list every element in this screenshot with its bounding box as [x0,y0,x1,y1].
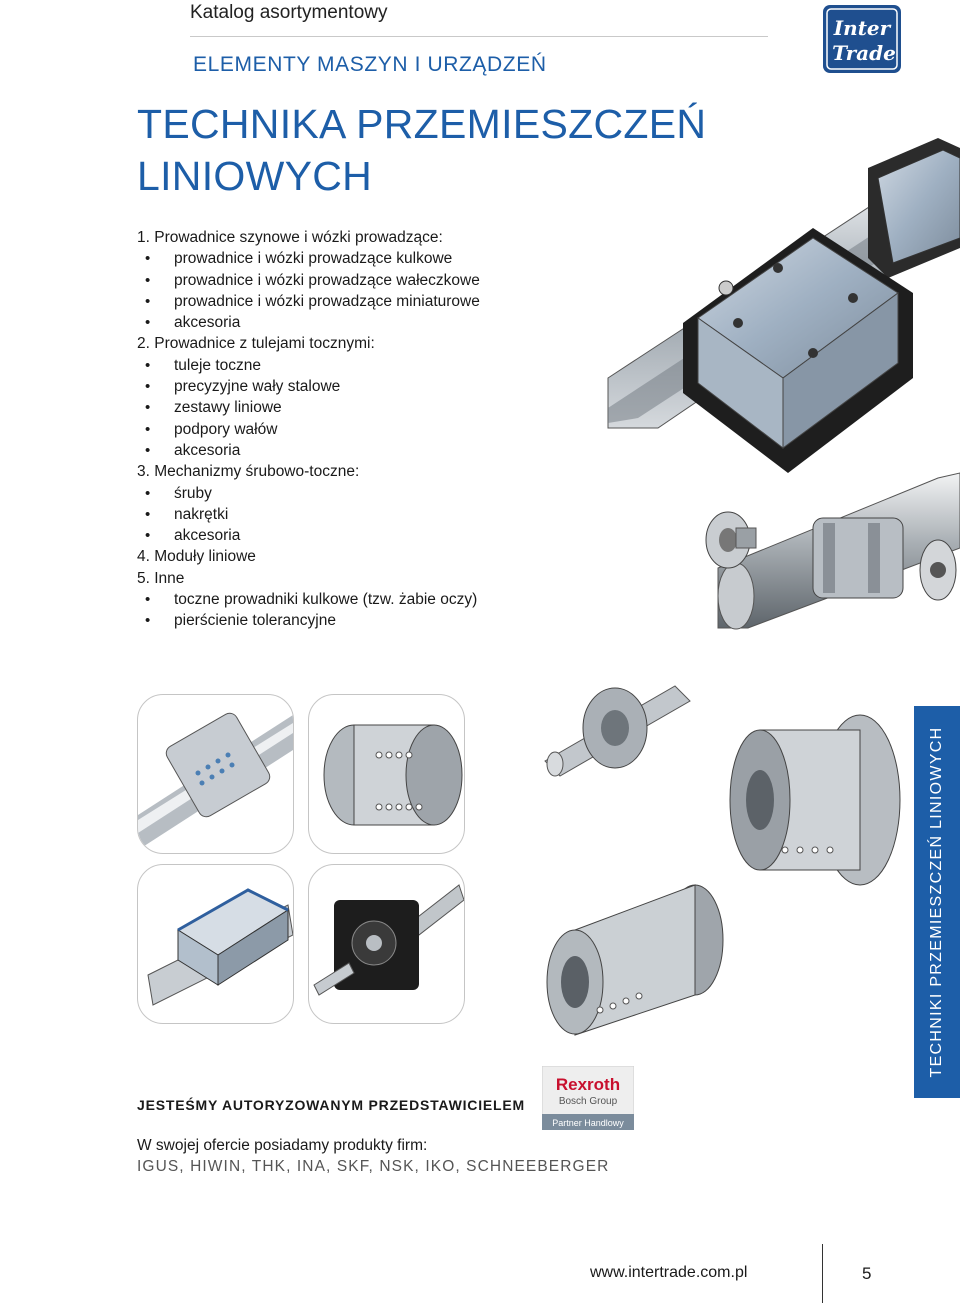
footer-website-link[interactable]: www.intertrade.com.pl [590,1264,748,1281]
list-item: • tuleje toczne [137,355,597,376]
list-item: • akcesoria [137,440,597,461]
list-item: • akcesoria [137,525,597,546]
logo-text-inter: Inter [833,16,891,40]
product-photo-ball-screw-support [308,864,465,1024]
product-photo-rail-carriage [137,864,294,1024]
list-item: • pierścienie tolerancyjne [137,610,597,631]
header-divider [190,36,768,37]
footer-divider [822,1244,823,1303]
list-item: • akcesoria [137,312,597,333]
list-item: • prowadnice i wózki prowadzące wałeczkowe [137,270,597,291]
list-item: • toczne prowadniki kulkowe (tzw. żabie oczy) [137,589,597,610]
section-4-heading: 4. Moduły liniowe [137,548,256,566]
product-photo-linear-bushing-on-shaft [137,694,294,854]
section-5-heading: 5. Inne [137,569,185,587]
side-category-band [914,706,960,1098]
list-item: • precyzyjne wały stalowe [137,376,597,397]
rexroth-partner-text: Partner Handlowy [552,1118,624,1128]
rexroth-group-text: Bosch Group [558,1096,618,1107]
logo-text-trade: Trade [832,41,896,65]
page-title-line-2: LINIOWYCH [137,153,373,199]
authorized-representative-heading: JESTEŚMY AUTORYZOWANYM PRZEDSTAWICIELEM [137,1097,525,1113]
list-item: • prowadnice i wózki prowadzące miniaturowe [137,291,597,312]
section-2-heading: 2. Prowadnice z tulejami tocznymi: [137,335,375,353]
rexroth-partner-logo [542,1066,634,1130]
product-list [137,227,597,632]
list-item: • śruby [137,483,597,504]
product-photo-linear-ball-bearing [308,694,465,854]
section-subtitle: ELEMENTY MASZYN I URZĄDZEŃ [193,53,547,76]
page-number: 5 [862,1264,872,1283]
list-item: • podpory wałów [137,419,597,440]
offer-intro: W swojej ofercie posiadamy produkty firm: [137,1137,428,1154]
linear-guide-hero-image [598,128,960,638]
section-1-heading: 1. Prowadnice szynowe i wózki prowadzące: [137,229,443,246]
list-item: • prowadnice i wózki prowadzące kulkowe [137,248,597,269]
section-3-heading: 3. Mechanizmy śrubowo-toczne: [137,463,360,481]
list-item: • nakrętki [137,504,597,525]
side-category-label: TECHNIKI PRZEMIESZCZEŃ LINIOWYCH [928,726,945,1078]
list-item: • zestawy liniowe [137,397,597,418]
brand-list: IGUS, HIWIN, THK, INA, SKF, NSK, IKO, SCHNEEBERGER [137,1158,610,1175]
product-photo-flanged-linear-bushing [720,710,905,890]
product-photo-ball-screw-nut [535,676,695,786]
rexroth-brand-text: Rexroth [555,1075,621,1094]
intertrade-logo [822,4,902,74]
product-photo-closed-linear-bushing [545,870,725,1040]
catalog-title: Katalog asortymentowy [190,2,388,23]
page-title-line-1: TECHNIKA PRZEMIESZCZEŃ [137,101,707,147]
